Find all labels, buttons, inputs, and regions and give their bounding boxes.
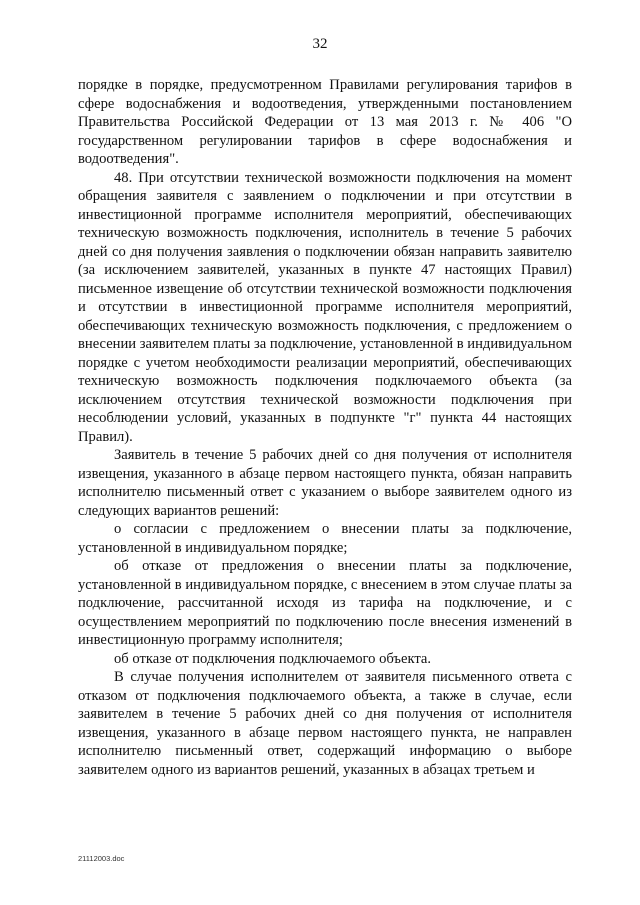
paragraph-option-agree: о согласии с предложением о внесении платы за подключение, установленной в индивидуальном порядке; bbox=[78, 521, 572, 556]
paragraph-refusal-case: В случае получения исполнителем от заявителя письменного ответа с отказом от подключения подключаемого объекта, а также в случае, если заявителем в течение 5 рабочих дней со дня получения от исполнителя извещения, указанного в абзаце первом настоящего пункта, не направлен исполнителю письменный ответ, содержащий информацию о выборе заявителем одного из вариантов решений, указанных в абзацах третьем и bbox=[78, 669, 572, 778]
paragraph-option-refuse-fee: об отказе от предложения о внесении платы за подключение, установленной в индивидуальном порядке, с внесением в этом случае платы за подключение, рассчитанной исходя из тарифа на подключение, и с осуществлением мероприятий по подключению после внесения изменений в инвестиционную программу исполнителя; bbox=[78, 558, 572, 648]
paragraph-clause-48: 48. При отсутствии технической возможности подключения на момент обращения заявителя с заявлением о подключении и при отсутствии в инвестиционной программе исполнителя мероприятий, обеспечивающих техническую возможность подключения, исполнитель в течение 5 рабочих дней со дня получения заявления о подключении обязан направить заявителю (за исключением заявителей, указанных в пункте 47 настоящих Правил) письменное извещение об отсутствии технической возможности подключения и отсутствии в инвестиционной программе исполнителя мероприятий, обеспечивающих техническую возможность подключения, с предложением о внесении заявителем платы за подключение, установленной в индивидуальном порядке с учетом необходимости реализации мероприятий, обеспечивающих техническую возможность подключения подключаемого объекта (за исключением отсутствия технической возможности подключения при несоблюдении условий, указанных в подпункте "г" пункта 44 настоящих Правил). bbox=[78, 169, 572, 445]
page-number: 32 bbox=[312, 36, 328, 52]
paragraph-option-refuse-connection: об отказе от подключения подключаемого объекта. bbox=[114, 650, 432, 667]
document-body bbox=[78, 76, 572, 779]
footer-filename: 21112003.doc bbox=[78, 854, 125, 863]
paragraph-continuation: порядке в порядке, предусмотренном Правилами регулирования тарифов в сфере водоснабжения и водоотведения, утвержденными постановлением Правительства Российской Федерации от 13 мая 2013 г. № 406 "О государственном регулировании тарифов в сфере водоснабжения и водоотведения". bbox=[78, 77, 572, 167]
paragraph-applicant-response: Заявитель в течение 5 рабочих дней со дня получения от исполнителя извещения, указанного в абзаце первом настоящего пункта, обязан направить исполнителю письменный ответ с указанием о выборе заявителем одного из следующих вариантов решений: bbox=[78, 447, 572, 519]
